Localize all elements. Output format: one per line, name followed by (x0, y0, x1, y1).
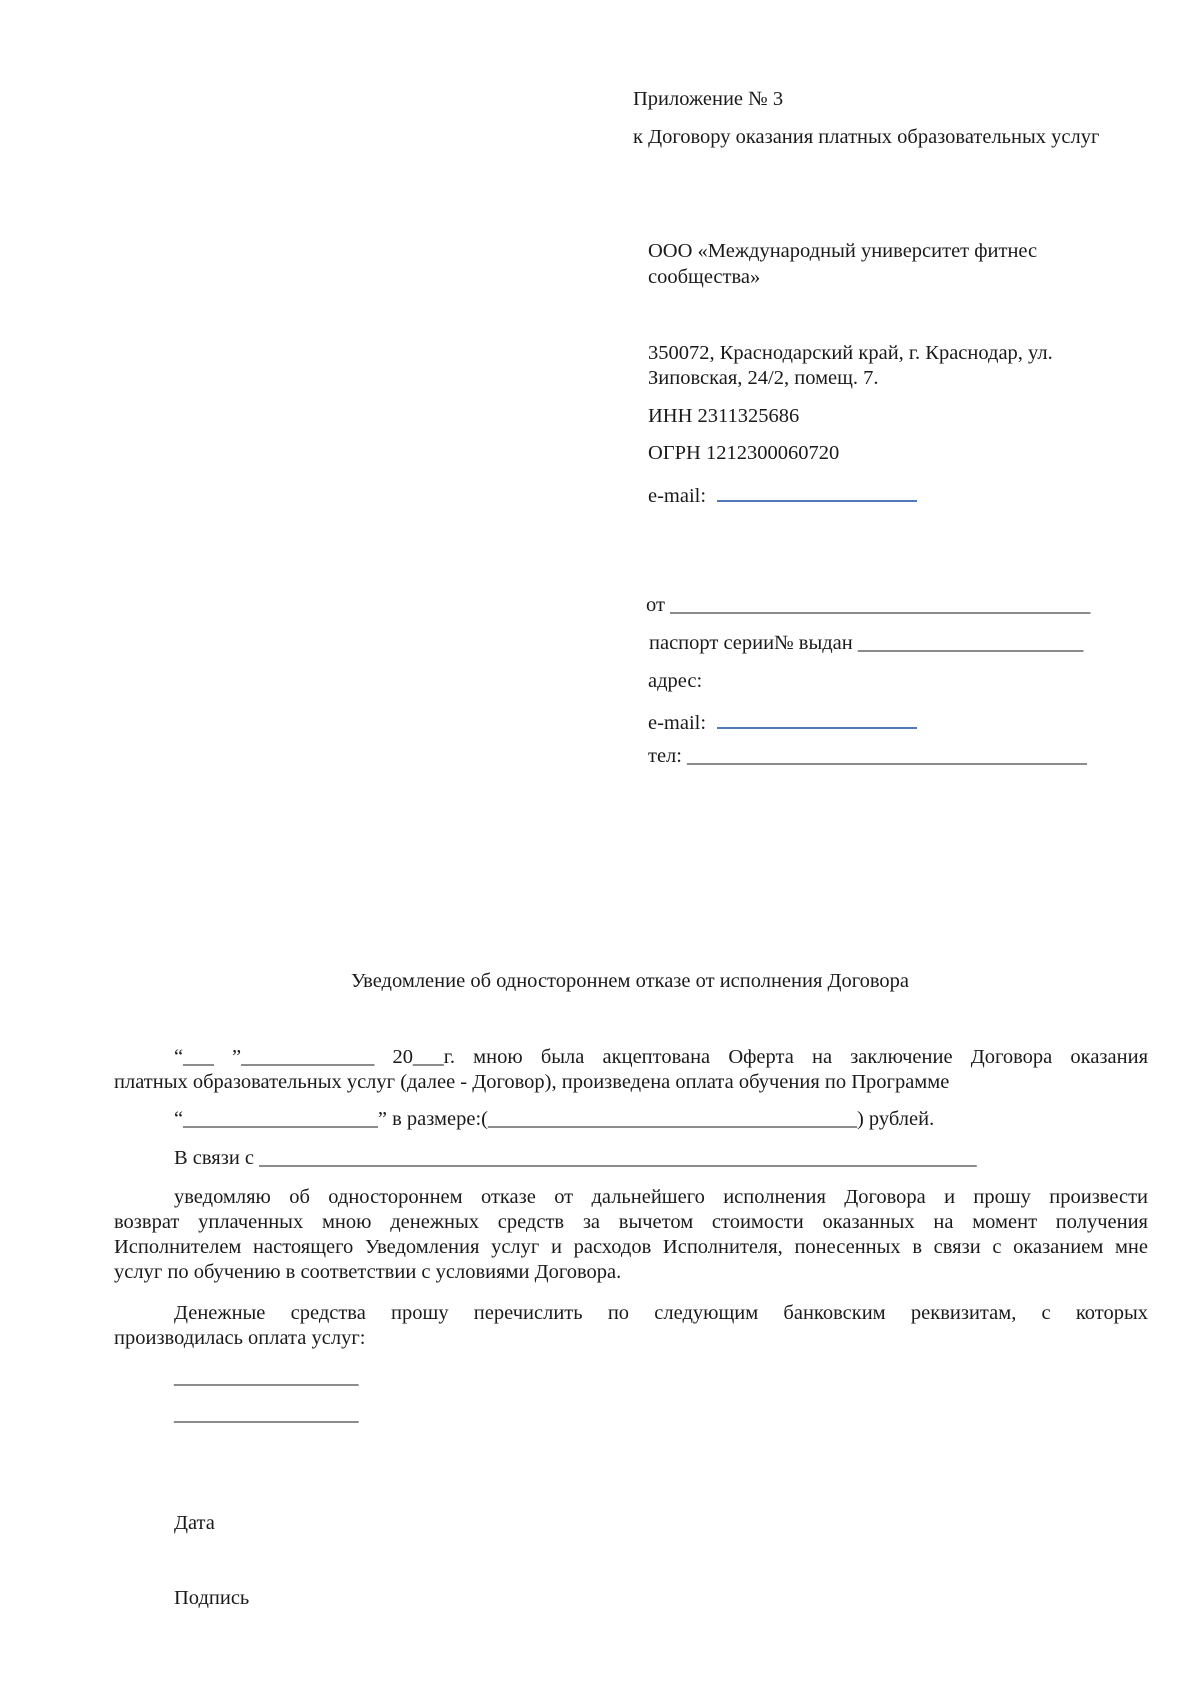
recipient-inn: ИНН 2311325686 (648, 405, 800, 427)
sender-address: адрес: (648, 670, 703, 692)
recipient-address-line1: 350072, Краснодарский край, г. Краснодар, ул. (648, 342, 1053, 364)
appendix-number: Приложение № 3 (633, 88, 784, 110)
paragraph-refusal-line2: возврат уплаченных мною денежных средств за вычетом стоимости оказанных на момент получения (114, 1211, 1148, 1233)
sender-passport: паспорт серии№ выдан ______________________ (649, 632, 1084, 654)
paragraph-refusal-line1: уведомляю об одностороннем отказе от дальнейшего исполнения Договора и прошу произвести (174, 1186, 1148, 1208)
recipient-email-row (648, 480, 917, 508)
appendix-contract-ref: к Договору оказания платных образовательных услуг (633, 126, 1100, 148)
recipient-email-label: e-mail: (648, 485, 707, 507)
paragraph-offer-line2: платных образовательных услуг (далее - Договор), произведена оплата обучения по Программе (114, 1071, 950, 1093)
sender-from: от _________________________________________ (646, 594, 1091, 616)
paragraph-refusal (114, 1185, 1148, 1285)
recipient-address-line2: Зиповская, 24/2, помещ. 7. (648, 367, 879, 389)
sender-phone: тел: _______________________________________ (648, 745, 1087, 767)
recipient-ogrn: ОГРН 1212300060720 (648, 442, 840, 464)
paragraph-reason: В связи с ______________________________________________________________________ (174, 1147, 977, 1169)
paragraph-bank (114, 1301, 1148, 1351)
sender-email-row (648, 707, 917, 735)
paragraph-offer (114, 1045, 1148, 1095)
paragraph-refusal-line4: услуг по обучению в соответствии с условиями Договора. (114, 1261, 622, 1283)
bank-details-blank-2: __________________ (174, 1403, 359, 1425)
bank-details-blank-1: __________________ (174, 1366, 359, 1388)
sender-email-label: e-mail: (648, 712, 707, 734)
paragraph-offer-line3: “___________________” в размере:(____________________________________) рублей. (174, 1108, 935, 1130)
paragraph-offer-line1: “___ ”_____________ 20___г. мною была акцептована Оферта на заключение Договора оказания (174, 1046, 1148, 1068)
paragraph-bank-line2: производилась оплата услуг: (114, 1327, 366, 1349)
paragraph-refusal-line3: Исполнителем настоящего Уведомления услуг и расходов Исполнителя, понесенных в связи с оказанием мне (114, 1236, 1148, 1258)
paragraph-bank-line1: Денежные средства прошу перечислить по следующим банковским реквизитам, с которых (174, 1302, 1148, 1324)
recipient-email-blank (717, 480, 917, 502)
recipient-org-line2: сообщества» (648, 266, 761, 288)
recipient-org-line1: ООО «Международный университет фитнес (648, 240, 1038, 262)
signature-label: Подпись (174, 1587, 250, 1609)
date-label: Дата (174, 1512, 215, 1534)
sender-email-blank (717, 707, 917, 729)
document-title: Уведомление об одностороннем отказе от исполнения Договора (350, 970, 910, 992)
